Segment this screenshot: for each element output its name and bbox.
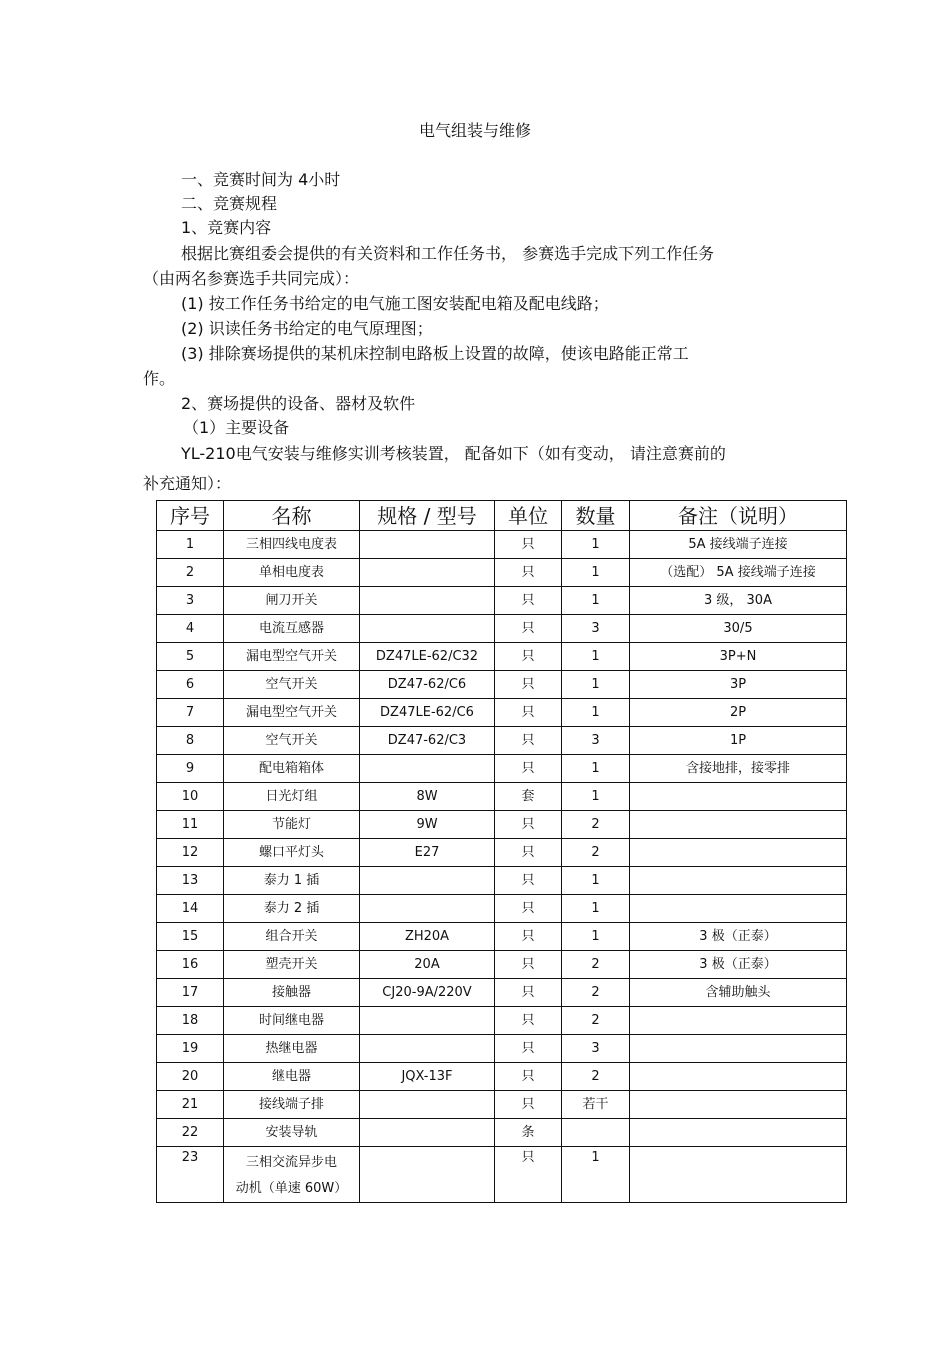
paragraph-task-2: (2) 识读任务书给定的电气原理图； bbox=[181, 319, 433, 338]
document-title: 电气组装与维修 bbox=[418, 121, 531, 140]
header-note: 备注（说明） bbox=[630, 501, 847, 531]
cell-qty: 1 bbox=[562, 699, 630, 727]
paragraph-task-3-line1: (3) 排除赛场提供的某机床控制电路板上设置的故障，使该电路能正常工 bbox=[181, 344, 689, 363]
cell-no: 9 bbox=[157, 755, 224, 783]
cell-no: 2 bbox=[157, 559, 224, 587]
cell-name: 单相电度表 bbox=[224, 559, 360, 587]
cell-no: 11 bbox=[157, 811, 224, 839]
header-name: 名称 bbox=[224, 501, 360, 531]
cell-spec: CJ20-9A/220V bbox=[360, 979, 495, 1007]
cell-no: 19 bbox=[157, 1035, 224, 1063]
cell-qty: 1 bbox=[562, 923, 630, 951]
cell-qty: 1 bbox=[562, 783, 630, 811]
cell-name: 三相四线电度表 bbox=[224, 531, 360, 559]
cell-no: 4 bbox=[157, 615, 224, 643]
table-row bbox=[157, 979, 847, 1007]
cell-note bbox=[630, 895, 847, 923]
cell-no: 10 bbox=[157, 783, 224, 811]
cell-name: 泰力 2 插 bbox=[224, 895, 360, 923]
cell-no: 8 bbox=[157, 727, 224, 755]
paragraph-content-heading: 1、竞赛内容 bbox=[181, 218, 272, 237]
table-row bbox=[157, 727, 847, 755]
cell-name: 配电箱箱体 bbox=[224, 755, 360, 783]
cell-spec: DZ47LE-62/C32 bbox=[360, 643, 495, 671]
cell-name: 继电器 bbox=[224, 1063, 360, 1091]
cell-qty: 1 bbox=[562, 867, 630, 895]
cell-name: 安装导轨 bbox=[224, 1119, 360, 1147]
cell-note: 3 级， 30A bbox=[630, 587, 847, 615]
cell-name-line: 动机（单速 60W） bbox=[235, 1181, 348, 1196]
cell-name: 时间继电器 bbox=[224, 1007, 360, 1035]
cell-spec bbox=[360, 867, 495, 895]
cell-unit: 只 bbox=[495, 867, 562, 895]
cell-name: 漏电型空气开关 bbox=[224, 643, 360, 671]
cell-spec: DZ47-62/C3 bbox=[360, 727, 495, 755]
cell-spec bbox=[360, 1119, 495, 1147]
cell-name: 节能灯 bbox=[224, 811, 360, 839]
cell-note bbox=[630, 811, 847, 839]
table-row bbox=[157, 1035, 847, 1063]
cell-note: （选配） 5A 接线端子连接 bbox=[630, 559, 847, 587]
cell-unit: 只 bbox=[495, 839, 562, 867]
cell-qty: 2 bbox=[562, 951, 630, 979]
cell-qty: 2 bbox=[562, 811, 630, 839]
cell-unit: 只 bbox=[495, 1091, 562, 1119]
cell-note: 1P bbox=[630, 727, 847, 755]
cell-note: 5A 接线端子连接 bbox=[630, 531, 847, 559]
cell-spec: 20A bbox=[360, 951, 495, 979]
paragraph-device-line1: YL-210电气安装与维修实训考核装置， 配备如下（如有变动， 请注意赛前的 bbox=[181, 444, 726, 463]
table-row bbox=[157, 783, 847, 811]
cell-qty: 2 bbox=[562, 979, 630, 1007]
cell-unit: 只 bbox=[495, 951, 562, 979]
cell-qty: 2 bbox=[562, 1007, 630, 1035]
cell-no: 12 bbox=[157, 839, 224, 867]
cell-qty: 1 bbox=[562, 895, 630, 923]
cell-qty: 2 bbox=[562, 1063, 630, 1091]
cell-no: 6 bbox=[157, 671, 224, 699]
cell-note bbox=[630, 867, 847, 895]
table-row bbox=[157, 615, 847, 643]
cell-name: 螺口平灯头 bbox=[224, 839, 360, 867]
cell-note: 3P bbox=[630, 671, 847, 699]
cell-no: 5 bbox=[157, 643, 224, 671]
cell-name: 接触器 bbox=[224, 979, 360, 1007]
cell-no: 15 bbox=[157, 923, 224, 951]
cell-no: 20 bbox=[157, 1063, 224, 1091]
table-row bbox=[157, 923, 847, 951]
table-row bbox=[157, 895, 847, 923]
cell-spec bbox=[360, 755, 495, 783]
header-spec: 规格 / 型号 bbox=[360, 501, 495, 531]
equipment-table bbox=[156, 500, 847, 1203]
cell-spec bbox=[360, 1007, 495, 1035]
header-no: 序号 bbox=[157, 501, 224, 531]
table-body bbox=[157, 531, 847, 1203]
cell-note bbox=[630, 1147, 847, 1203]
cell-qty: 1 bbox=[562, 587, 630, 615]
cell-qty: 1 bbox=[562, 531, 630, 559]
paragraph-device-line2: 补充通知）： bbox=[143, 474, 232, 493]
paragraph-time: 一、竞赛时间为 4小时 bbox=[181, 170, 341, 189]
cell-no: 3 bbox=[157, 587, 224, 615]
cell-qty: 1 bbox=[562, 559, 630, 587]
cell-unit: 只 bbox=[495, 755, 562, 783]
cell-no: 7 bbox=[157, 699, 224, 727]
cell-qty: 3 bbox=[562, 727, 630, 755]
cell-spec: JQX-13F bbox=[360, 1063, 495, 1091]
cell-name: 漏电型空气开关 bbox=[224, 699, 360, 727]
cell-no: 17 bbox=[157, 979, 224, 1007]
paragraph-equipment-heading: 2、赛场提供的设备、器材及软件 bbox=[181, 394, 416, 413]
table-row bbox=[157, 587, 847, 615]
cell-note bbox=[630, 1091, 847, 1119]
cell-spec: DZ47-62/C6 bbox=[360, 671, 495, 699]
cell-unit: 只 bbox=[495, 1007, 562, 1035]
cell-spec bbox=[360, 1147, 495, 1203]
paragraph-task-3-line2: 作。 bbox=[143, 369, 176, 388]
cell-no: 18 bbox=[157, 1007, 224, 1035]
cell-unit: 只 bbox=[495, 699, 562, 727]
cell-no: 16 bbox=[157, 951, 224, 979]
cell-name: 日光灯组 bbox=[224, 783, 360, 811]
cell-unit: 只 bbox=[495, 643, 562, 671]
cell-name: 接线端子排 bbox=[224, 1091, 360, 1119]
cell-spec bbox=[360, 1091, 495, 1119]
cell-spec: 9W bbox=[360, 811, 495, 839]
header-qty: 数量 bbox=[562, 501, 630, 531]
cell-unit: 只 bbox=[495, 727, 562, 755]
cell-spec bbox=[360, 895, 495, 923]
cell-name: 闸刀开关 bbox=[224, 587, 360, 615]
table-row bbox=[157, 867, 847, 895]
cell-note bbox=[630, 1007, 847, 1035]
cell-spec: ZH20A bbox=[360, 923, 495, 951]
table-header-row bbox=[157, 501, 847, 531]
table-row bbox=[157, 1119, 847, 1147]
cell-qty: 2 bbox=[562, 839, 630, 867]
cell-note bbox=[630, 1119, 847, 1147]
paragraph-intro-line1: 根据比赛组委会提供的有关资料和工作任务书， 参赛选手完成下列工作任务 bbox=[181, 244, 715, 263]
cell-unit: 只 bbox=[495, 1063, 562, 1091]
cell-unit: 只 bbox=[495, 923, 562, 951]
table-row bbox=[157, 839, 847, 867]
cell-name: 塑壳开关 bbox=[224, 951, 360, 979]
cell-unit: 只 bbox=[495, 1147, 562, 1203]
cell-spec: DZ47LE-62/C6 bbox=[360, 699, 495, 727]
cell-note: 3P+N bbox=[630, 643, 847, 671]
cell-note bbox=[630, 783, 847, 811]
cell-no: 21 bbox=[157, 1091, 224, 1119]
cell-spec: E27 bbox=[360, 839, 495, 867]
cell-qty: 1 bbox=[562, 643, 630, 671]
cell-spec bbox=[360, 559, 495, 587]
cell-qty: 3 bbox=[562, 615, 630, 643]
cell-qty bbox=[562, 1119, 630, 1147]
cell-note: 2P bbox=[630, 699, 847, 727]
cell-unit: 条 bbox=[495, 1119, 562, 1147]
cell-no: 22 bbox=[157, 1119, 224, 1147]
table-row bbox=[157, 1063, 847, 1091]
cell-unit: 套 bbox=[495, 783, 562, 811]
table-row bbox=[157, 811, 847, 839]
cell-unit: 只 bbox=[495, 671, 562, 699]
cell-unit: 只 bbox=[495, 811, 562, 839]
paragraph-rules-heading: 二、竞赛规程 bbox=[181, 194, 278, 213]
table-row bbox=[157, 699, 847, 727]
table-row bbox=[157, 951, 847, 979]
cell-qty: 1 bbox=[562, 671, 630, 699]
cell-note: 30/5 bbox=[630, 615, 847, 643]
cell-no: 13 bbox=[157, 867, 224, 895]
cell-spec bbox=[360, 587, 495, 615]
cell-name: 组合开关 bbox=[224, 923, 360, 951]
cell-no: 1 bbox=[157, 531, 224, 559]
cell-unit: 只 bbox=[495, 979, 562, 1007]
table-row bbox=[157, 755, 847, 783]
cell-name: 空气开关 bbox=[224, 727, 360, 755]
cell-name: 电流互感器 bbox=[224, 615, 360, 643]
cell-note: 含接地排，接零排 bbox=[630, 755, 847, 783]
cell-spec bbox=[360, 615, 495, 643]
cell-name bbox=[224, 1147, 360, 1203]
cell-unit: 只 bbox=[495, 531, 562, 559]
cell-name: 泰力 1 插 bbox=[224, 867, 360, 895]
cell-unit: 只 bbox=[495, 587, 562, 615]
cell-spec: 8W bbox=[360, 783, 495, 811]
table-row bbox=[157, 1007, 847, 1035]
cell-note: 3 极（正泰） bbox=[630, 951, 847, 979]
table-row bbox=[157, 643, 847, 671]
cell-qty: 1 bbox=[562, 755, 630, 783]
table-row bbox=[157, 1147, 847, 1203]
cell-spec bbox=[360, 531, 495, 559]
cell-unit: 只 bbox=[495, 615, 562, 643]
cell-qty: 3 bbox=[562, 1035, 630, 1063]
cell-note bbox=[630, 1063, 847, 1091]
paragraph-main-equipment: （1）主要设备 bbox=[183, 418, 290, 437]
cell-name-line: 三相交流异步电 bbox=[245, 1155, 337, 1170]
cell-note bbox=[630, 839, 847, 867]
cell-unit: 只 bbox=[495, 559, 562, 587]
cell-qty: 若干 bbox=[562, 1091, 630, 1119]
cell-name: 空气开关 bbox=[224, 671, 360, 699]
table-row bbox=[157, 671, 847, 699]
header-unit: 单位 bbox=[495, 501, 562, 531]
paragraph-task-1: (1) 按工作任务书给定的电气施工图安装配电箱及配电线路； bbox=[181, 294, 609, 313]
cell-name: 热继电器 bbox=[224, 1035, 360, 1063]
cell-note bbox=[630, 1035, 847, 1063]
cell-spec bbox=[360, 1035, 495, 1063]
cell-no: 23 bbox=[157, 1147, 224, 1203]
table-row bbox=[157, 559, 847, 587]
cell-no: 14 bbox=[157, 895, 224, 923]
table-row bbox=[157, 531, 847, 559]
cell-qty: 1 bbox=[562, 1147, 630, 1203]
cell-unit: 只 bbox=[495, 895, 562, 923]
table-row bbox=[157, 1091, 847, 1119]
cell-note: 含辅助触头 bbox=[630, 979, 847, 1007]
paragraph-intro-line2: （由两名参赛选手共同完成）： bbox=[143, 269, 360, 288]
cell-note: 3 极（正泰） bbox=[630, 923, 847, 951]
cell-unit: 只 bbox=[495, 1035, 562, 1063]
